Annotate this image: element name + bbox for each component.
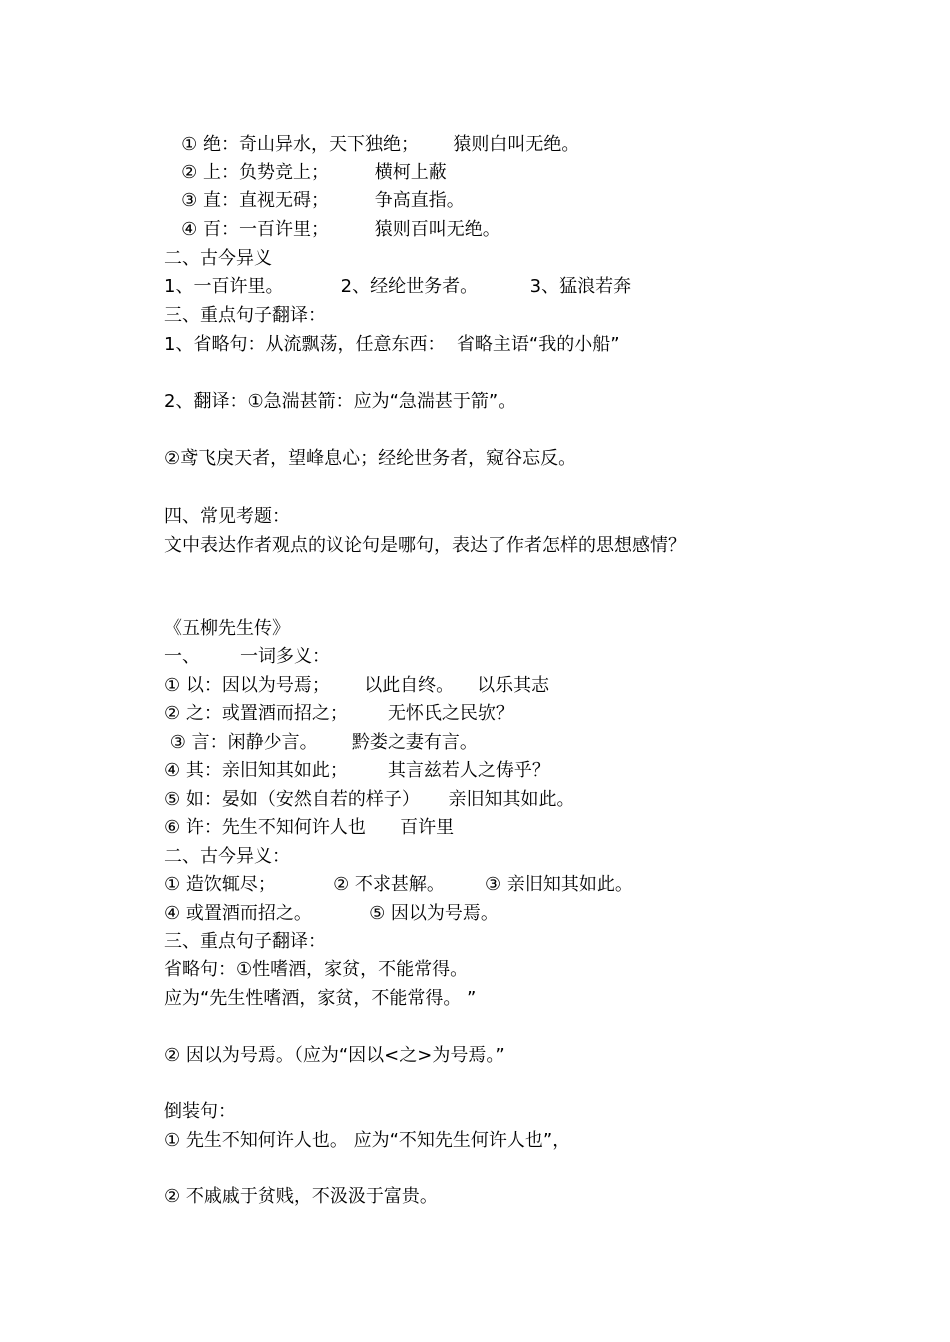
text-line: 文中表达作者观点的议论句是哪句，表达了作者怎样的思想感情？	[164, 535, 686, 556]
text-line: ② 因以为号焉。（应为“因以<之>为号焉。”	[164, 1045, 505, 1066]
section-heading: 二、古今异义	[164, 248, 272, 269]
text-line: ① 造饮辄尽； ② 不求甚解。 ③ 亲旧知其如此。	[164, 874, 633, 895]
text-line: ④ 或置酒而招之。 ⑤ 因以为号焉。	[164, 903, 499, 924]
text-line: ⑤ 如：晏如（安然自若的样子） 亲旧知其如此。	[164, 789, 575, 810]
section-heading: 四、常见考题：	[164, 506, 290, 527]
text-line: 1、省略句：从流飘荡，任意东西： 省略主语“我的小船”	[164, 334, 620, 355]
text-line: ②鸢飞戾天者，望峰息心；经纶世务者，窥谷忘反。	[164, 448, 577, 469]
text-line: ⑥ 许：先生不知何许人也 百许里	[164, 817, 455, 838]
text-line: ① 先生不知何许人也。 应为“不知先生何许人也”，	[164, 1130, 571, 1151]
text-line: ① 绝：奇山异水，天下独绝； 猿则白叫无绝。	[164, 134, 580, 155]
section-heading: 二、古今异义：	[164, 846, 290, 867]
text-line: ② 上：负势竞上； 横柯上蔽	[164, 162, 447, 183]
text-line: ③ 直：直视无碍； 争高直指。	[164, 190, 465, 211]
text-line: ④ 百：一百许里； 猿则百叫无绝。	[164, 219, 501, 240]
article-title: 《五柳先生传》	[164, 618, 290, 639]
text-line: ③ 言：闲静少言。 黔娄之妻有言。	[164, 732, 478, 753]
text-line: 2、翻译：①急湍甚箭：应为“急湍甚于箭”。	[164, 391, 517, 412]
section-heading: 三、重点句子翻译：	[164, 931, 326, 952]
text-line: 1、一百许里。 2、经纶世务者。 3、猛浪若奔	[164, 276, 632, 297]
section-heading: 一、 一词多义：	[164, 646, 331, 667]
text-line: ④ 其：亲旧知其如此； 其言兹若人之俦乎？	[164, 760, 550, 781]
section-heading: 倒装句：	[164, 1101, 236, 1122]
text-line: ② 之：或置酒而招之； 无怀氏之民欤？	[164, 703, 514, 724]
text-line: 应为“先生性嗜酒，家贫，不能常得。 ”	[164, 988, 477, 1009]
text-line: ① 以：因以为号焉； 以此自终。 以乐其志	[164, 675, 550, 696]
section-heading: 三、重点句子翻译：	[164, 305, 326, 326]
text-line: ② 不戚戚于贫贱，不汲汲于富贵。	[164, 1186, 438, 1207]
text-line: 省略句：①性嗜酒，家贫，不能常得。	[164, 959, 469, 980]
